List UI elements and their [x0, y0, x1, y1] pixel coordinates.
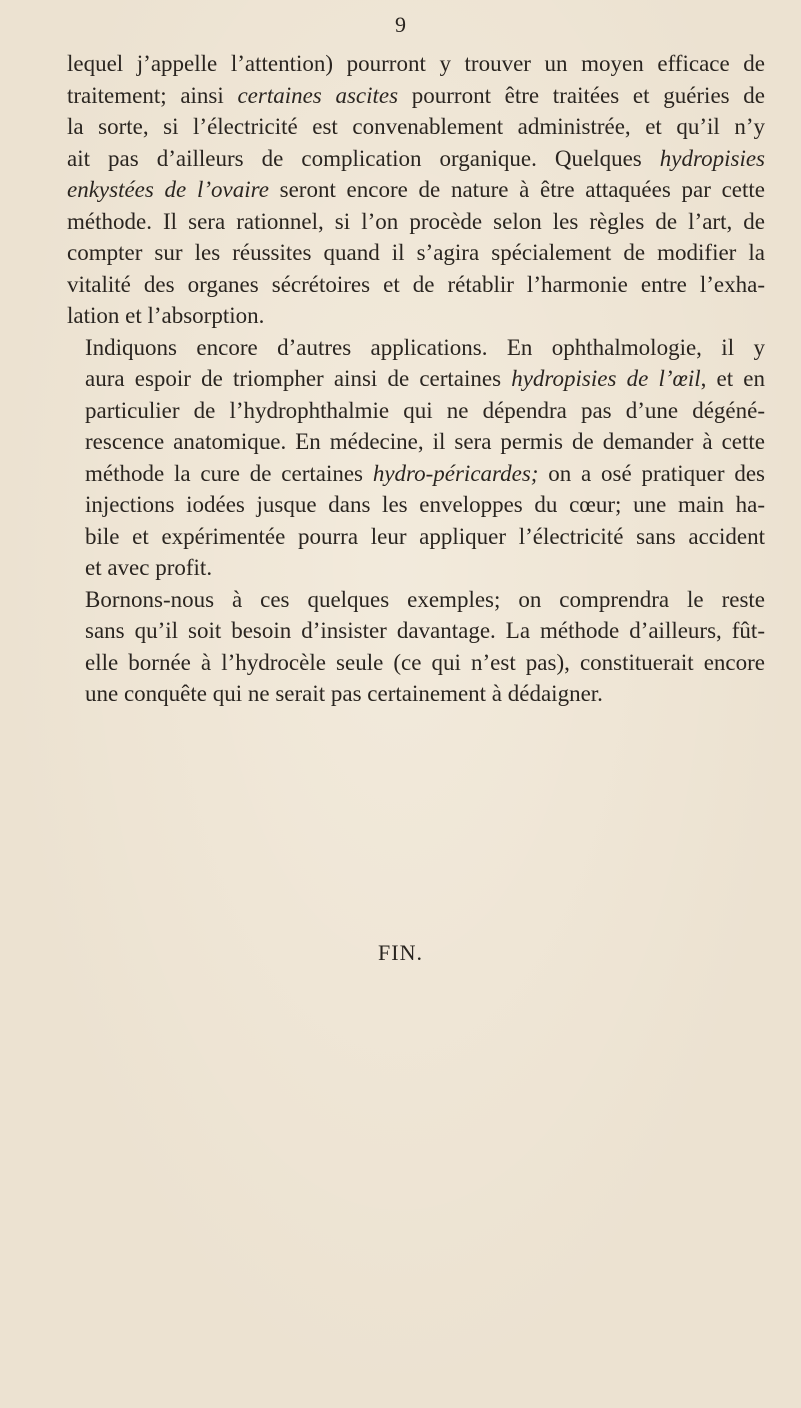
text-line: [67, 552, 765, 584]
text-line: [67, 458, 765, 490]
text-segment: injections iodées jusque dans les enveloppes du cœur; une main ha-: [85, 492, 765, 517]
text-line: [67, 80, 765, 112]
text-line: [67, 584, 765, 616]
text-segment: traitement; ainsi: [67, 82, 238, 108]
italic-term: hydropisies: [659, 145, 765, 171]
paragraph: [67, 48, 765, 332]
text-line: [67, 206, 765, 238]
italic-term: enkystées de l’ovaire: [67, 177, 269, 202]
text-segment: la sorte, si l’électricité est convenablement administrée, et qu’il n’y: [67, 114, 765, 139]
italic-term: hydropisies de l’œil: [511, 366, 701, 391]
text-segment: vitalité des organes sécrétoires et de rétablir l’harmonie entre l’exha-: [67, 271, 765, 297]
text-line: [67, 489, 765, 521]
text-line: [67, 111, 765, 143]
text-segment: rescence anatomique. En médecine, il sera permis de demander à cette: [85, 429, 765, 454]
body-text: [67, 48, 765, 710]
text-line: [67, 615, 765, 647]
text-segment: et avec profit.: [85, 555, 213, 580]
text-segment: ait pas d’ailleurs de complication organique. Quelques: [67, 145, 660, 171]
text-segment: une conquête qui ne serait pas certainement à dédaigner.: [85, 681, 603, 706]
text-segment: on a osé pratiquer des: [538, 460, 765, 486]
text-line: [67, 363, 765, 395]
text-segment: particulier de l’hydrophthalmie qui ne dépendra pas d’une dégéné-: [85, 397, 765, 423]
text-segment: méthode la cure de certaines: [85, 460, 373, 486]
text-line: [67, 237, 765, 269]
text-segment: seront encore de nature à être attaquées par cette: [268, 177, 765, 202]
italic-term: hydro-péricardes;: [372, 460, 539, 486]
text-segment: elle bornée à l’hydrocèle seule (ce qui n’est pas), constituerait encore: [85, 649, 765, 675]
text-line: [67, 269, 765, 301]
text-segment: compter sur les réussites quand il s’agira spécialement de modifier la: [67, 240, 765, 265]
text-segment: lequel j’appelle l’attention) pourront y trouver un moyen efficace de: [67, 51, 765, 76]
text-segment: Bornons-nous à ces quelques exemples; on comprendra le reste: [85, 586, 765, 612]
text-line: [67, 332, 765, 364]
text-segment: sans qu’il soit besoin d’insister davantage. La méthode d’ailleurs, fût-: [85, 618, 765, 643]
text-line: [67, 300, 765, 332]
text-line: [67, 48, 765, 80]
end-mark: FIN.: [378, 940, 423, 965]
text-line: [67, 647, 765, 679]
text-line: [67, 143, 765, 175]
text-segment: , et en: [700, 366, 766, 391]
text-segment: méthode. Il sera rationnel, si l’on procède selon les règles de l’art, de: [67, 208, 765, 234]
paragraph: [67, 584, 765, 710]
italic-term: certaines ascites: [237, 82, 399, 108]
text-segment: Indiquons encore d’autres applications. En ophthalmologie, il y: [85, 334, 765, 360]
text-line: [67, 395, 765, 427]
text-line: [67, 426, 765, 458]
text-line: [67, 678, 765, 710]
text-segment: pourront être traitées et guéries de: [398, 82, 766, 108]
text-segment: bile et expérimentée pourra leur appliquer l’électricité sans accident: [85, 523, 765, 549]
paragraph: [67, 332, 765, 584]
text-segment: lation et l’absorption.: [67, 303, 265, 328]
text-line: [67, 174, 765, 206]
page-number: 9: [395, 12, 406, 37]
text-segment: aura espoir de triompher ainsi de certaines: [85, 366, 512, 391]
text-line: [67, 521, 765, 553]
